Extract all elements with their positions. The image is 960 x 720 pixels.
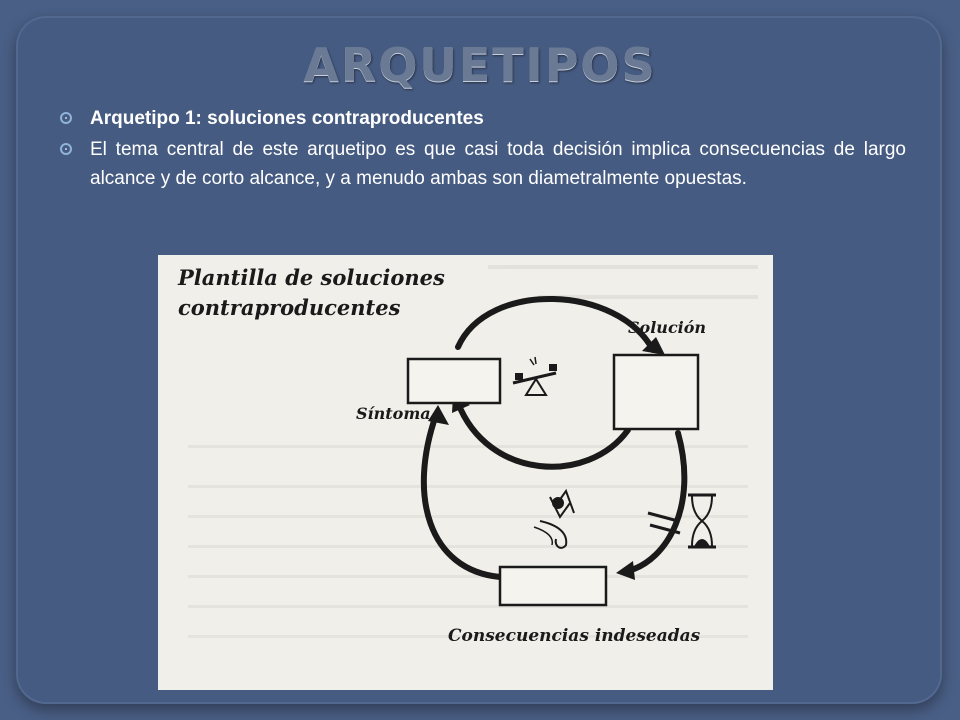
bullet-icon xyxy=(60,143,72,155)
bullet-text: El tema central de este arquetipo es que casi toda decisión implica consecuencias de largo alcance y de corto alcance, y a menudo ambas son diametralmente opuestas. xyxy=(90,139,906,189)
snowball-tree-icon xyxy=(534,491,574,548)
bullet-text: Arquetipo 1: soluciones contraproducentes xyxy=(90,108,484,129)
solution-box xyxy=(614,355,698,429)
diagram-heading-line1: Plantilla de soluciones xyxy=(178,265,445,290)
balance-icon xyxy=(513,357,557,395)
label-symptom: Síntoma xyxy=(356,404,431,423)
reinforcing-loop xyxy=(424,415,685,577)
diagram-canvas xyxy=(158,255,773,690)
lower-arc xyxy=(458,403,628,467)
label-consequences: Consecuencias indeseadas xyxy=(448,626,701,646)
label-solution: Solución xyxy=(628,318,707,337)
symptom-box xyxy=(408,359,500,403)
bullet-icon xyxy=(60,112,72,124)
right-arc xyxy=(628,433,684,571)
left-arc xyxy=(424,415,500,577)
diagram-heading-line2: contraproducentes xyxy=(178,295,401,320)
bullet-list xyxy=(60,104,906,195)
upper-arc xyxy=(458,299,653,350)
bullet-item xyxy=(60,104,906,133)
hourglass-icon xyxy=(688,495,716,547)
archetype-diagram xyxy=(158,255,773,690)
slide-title: ARQUETIPOS xyxy=(303,38,657,92)
consequences-box xyxy=(500,567,606,605)
bullet-item xyxy=(60,135,906,193)
